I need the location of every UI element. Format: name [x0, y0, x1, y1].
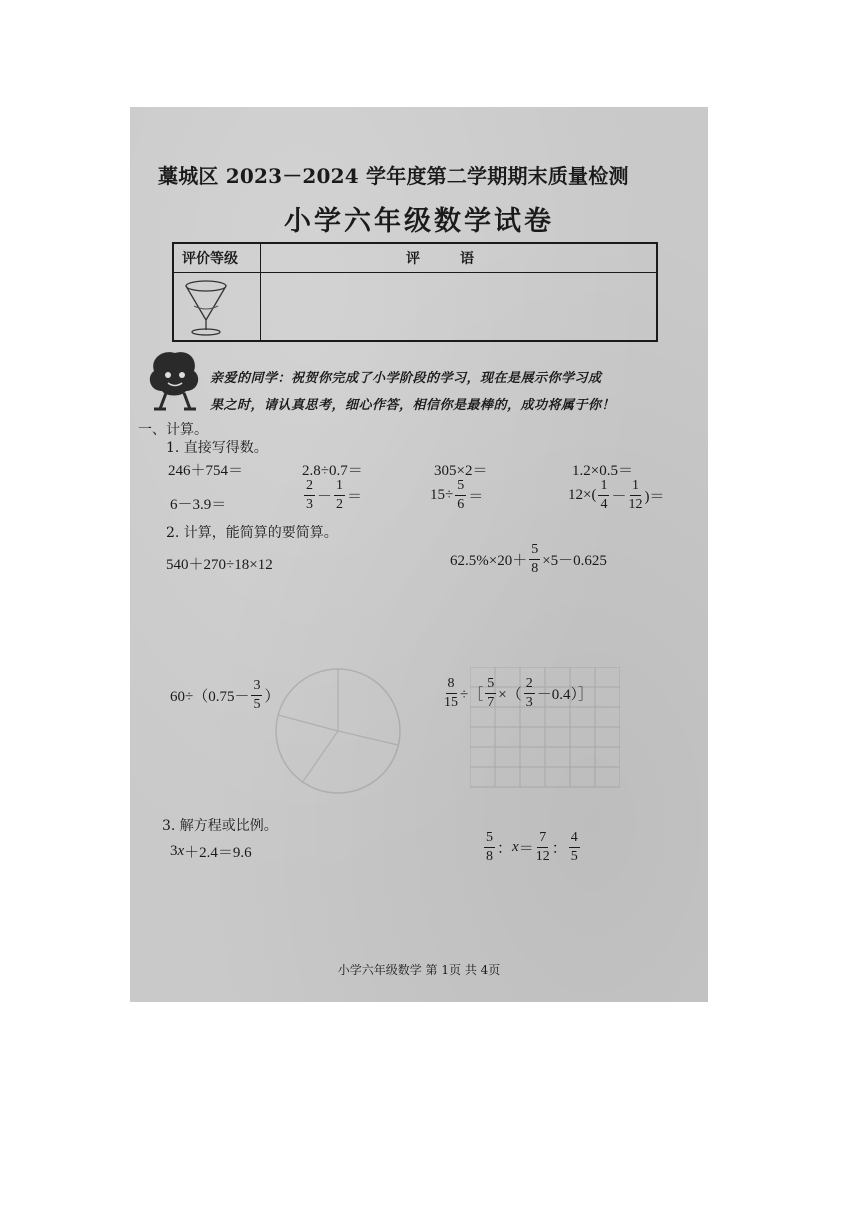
q1-r2-b: $\frac{2}{3}$ － $\frac{1}{2}$ ＝	[306, 478, 363, 512]
q1-r2-d: 12×( $\frac{1}{4}$ － $\frac{1}{12}$ )＝	[568, 478, 665, 512]
q2-e4: $\frac{8}{15}$ ÷［ $\frac{5}{7}$ ×（ $\frac{2}{3}$ －0.4）］	[444, 676, 593, 710]
q2-title: 2. 计算，能简算的要简算。	[166, 525, 338, 541]
q3-e1: 3 x ＋2.4＝9.6	[170, 843, 252, 861]
q1-r2-a: 6－3.9＝	[170, 496, 227, 513]
eval-comment-label: 评语	[406, 251, 514, 267]
q1-r1-b: 2.8÷0.7＝	[302, 463, 363, 479]
exam-header-line1: 藁城区 2023－2024 学年度第二学期期末质量检测	[158, 164, 629, 188]
greeting-line2: 果之时，请认真思考，细心作答，相信你是最棒的，成功将属于你！	[210, 398, 616, 413]
section1-title: 一、计算。	[138, 422, 208, 438]
eval-grade-label: 评价等级	[182, 251, 238, 267]
mascot-icon	[144, 347, 206, 413]
q1-r1-d: 1.2×0.5＝	[572, 463, 633, 479]
cup-illustration	[180, 278, 254, 338]
q3-e2: $\frac{5}{8}$ ： x ＝ $\frac{7}{12}$ ： $\frac{4}{5}$	[486, 830, 578, 864]
table-divider-horizontal	[174, 272, 656, 273]
q1-r2-c: 15÷ $\frac{5}{6}$ ＝	[430, 478, 484, 512]
exam-page	[130, 107, 708, 1002]
q2-e3: 60÷（0.75－ $\frac{3}{5}$ ）	[170, 678, 280, 712]
q2-e2: 62.5%×20＋ $\frac{5}{8}$ ×5－0.625	[450, 542, 607, 576]
page-footer: 小学六年级数学 第 1页 共 4页	[337, 963, 501, 977]
exam-title: 小学六年级数学试卷	[284, 206, 554, 237]
evaluation-table	[172, 242, 658, 342]
q3-title: 3. 解方程或比例。	[162, 818, 278, 834]
table-divider-vertical	[260, 244, 261, 340]
q2-e1: 540＋270÷18×12	[166, 556, 273, 573]
greeting-line1: 亲爱的同学：祝贺你完成了小学阶段的学习，现在是展示你学习成	[210, 371, 602, 386]
q1-r1-a: 246＋754＝	[168, 463, 244, 479]
q1-title: 1. 直接写得数。	[166, 440, 268, 456]
q1-r1-c: 305×2＝	[434, 463, 488, 479]
bleed-through-pie	[272, 665, 404, 797]
